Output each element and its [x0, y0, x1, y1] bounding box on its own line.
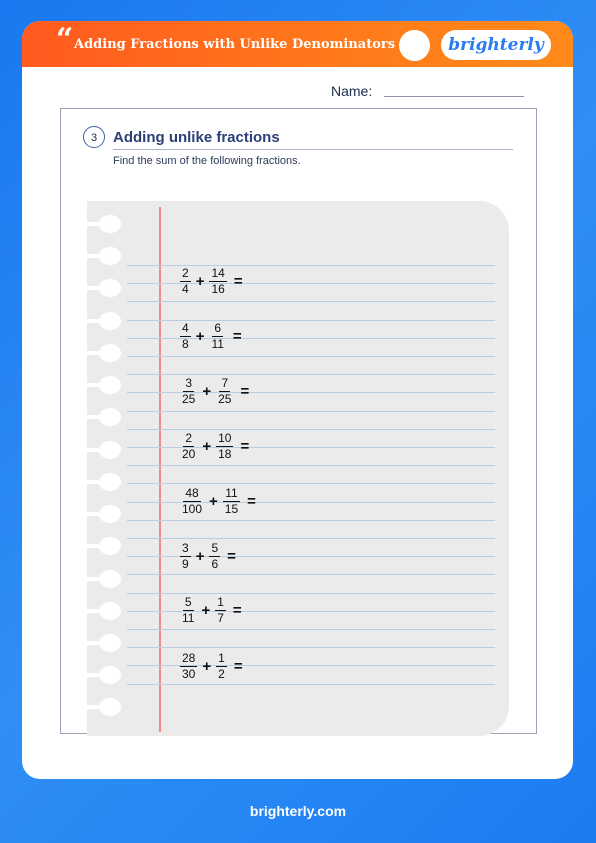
- denominator: 25: [218, 391, 232, 406]
- denominator: 20: [182, 446, 196, 461]
- notepad: [87, 201, 509, 736]
- footer-website[interactable]: brighterly.com: [249, 803, 347, 819]
- numerator: 7: [221, 375, 229, 390]
- numerator: 3: [182, 540, 189, 555]
- numerator: 48: [185, 485, 199, 500]
- denominator: 9: [182, 556, 189, 571]
- binder-hole: [99, 344, 121, 362]
- binder-hole: [99, 505, 121, 523]
- numerator: 5: [184, 594, 192, 609]
- exercise-panel: [60, 108, 537, 734]
- fraction-a: [180, 432, 197, 461]
- numerator: 2: [182, 265, 189, 280]
- numerator: 3: [185, 375, 193, 390]
- plus-sign: +: [195, 547, 205, 565]
- plus-sign: +: [201, 601, 211, 619]
- numerator: 6: [214, 320, 222, 335]
- binder-hole: [99, 376, 121, 394]
- ruled-line: [127, 301, 495, 302]
- fraction-a: [180, 596, 196, 625]
- numerator: 10: [218, 430, 232, 445]
- fraction-b: [216, 377, 233, 406]
- binder-hole: [99, 408, 121, 426]
- quote-icon: “: [56, 22, 74, 57]
- plus-sign: +: [209, 492, 218, 510]
- fraction-a: [180, 377, 197, 406]
- problem-row: [180, 593, 242, 627]
- name-input-line[interactable]: [384, 96, 524, 97]
- ruled-line: [127, 411, 495, 412]
- numerator: 11: [225, 485, 238, 500]
- numerator: 28: [182, 650, 196, 665]
- denominator: 100: [182, 501, 203, 516]
- denominator: 16: [211, 281, 225, 296]
- fraction-a: [180, 542, 191, 571]
- fraction-a: [180, 267, 191, 296]
- worksheet-title: Adding Fractions with Unlike Denominators: [74, 37, 396, 52]
- problem-row: [180, 539, 236, 573]
- denominator: 15: [224, 501, 239, 516]
- denominator: 4: [182, 281, 189, 296]
- numerator: 2: [185, 430, 193, 445]
- numerator: 4: [182, 320, 189, 335]
- plus-sign: +: [195, 272, 205, 290]
- denominator: 7: [217, 610, 224, 625]
- name-label: Name:: [331, 83, 373, 99]
- binder-hole: [99, 602, 121, 620]
- equals-sign: =: [233, 272, 243, 290]
- problem-row: [180, 429, 249, 463]
- instruction-text: Find the sum of the following fractions.: [113, 155, 301, 167]
- equals-sign: =: [247, 492, 256, 510]
- binder-hole: [99, 570, 121, 588]
- section-title: Adding unlike fractions: [113, 129, 280, 146]
- equals-sign: =: [232, 327, 242, 345]
- denominator: 11: [182, 610, 195, 625]
- header-bar: [22, 21, 573, 67]
- fraction-b: [209, 322, 225, 351]
- equals-sign: =: [240, 437, 250, 455]
- fraction-b: [209, 267, 226, 296]
- problem-row: [180, 264, 243, 298]
- denominator: 6: [211, 556, 219, 571]
- worksheet-card: [22, 21, 573, 779]
- fraction-b: [215, 596, 226, 625]
- denominator: 30: [182, 666, 196, 681]
- binder-hole: [99, 279, 121, 297]
- numerator: 1: [218, 650, 225, 665]
- denominator: 25: [182, 391, 196, 406]
- binder-hole: [99, 215, 121, 233]
- problem-row: [180, 484, 256, 518]
- numerator: 5: [211, 540, 219, 555]
- binder-hole: [99, 666, 121, 684]
- ruled-line: [127, 465, 495, 466]
- brighterly-logo[interactable]: [441, 30, 551, 60]
- binder-hole: [99, 312, 121, 330]
- equals-sign: =: [232, 601, 242, 619]
- numerator: 14: [211, 265, 225, 280]
- plus-sign: +: [202, 382, 212, 400]
- ruled-line: [127, 629, 495, 630]
- circle-button[interactable]: [399, 30, 430, 61]
- plus-sign: +: [202, 437, 212, 455]
- fraction-b: [223, 487, 240, 516]
- section-number-badge: 3: [83, 126, 105, 148]
- denominator: 18: [218, 446, 232, 461]
- fraction-a: [180, 322, 191, 351]
- binder-hole: [99, 473, 121, 491]
- equals-sign: =: [233, 657, 243, 675]
- logo-text: brighterly: [448, 35, 544, 55]
- binder-hole: [99, 634, 121, 652]
- binder-hole: [99, 441, 121, 459]
- numerator: 1: [217, 594, 224, 609]
- equals-sign: =: [227, 547, 236, 565]
- ruled-line: [127, 684, 495, 685]
- fraction-b: [216, 432, 233, 461]
- binder-hole: [99, 537, 121, 555]
- fraction-a: [180, 487, 204, 516]
- plus-sign: +: [195, 327, 205, 345]
- problem-row: [180, 319, 242, 353]
- binder-hole: [99, 247, 121, 265]
- problem-row: [180, 374, 249, 408]
- margin-line: [159, 207, 161, 732]
- denominator: 11: [211, 336, 224, 351]
- ruled-line: [127, 520, 495, 521]
- ruled-line: [127, 356, 495, 357]
- ruled-line: [127, 647, 495, 648]
- section-divider: [113, 149, 513, 150]
- fraction-a: [180, 652, 197, 681]
- binder-hole: [99, 698, 121, 716]
- equals-sign: =: [240, 382, 250, 400]
- fraction-b: [209, 542, 220, 571]
- problem-row: [180, 649, 243, 683]
- plus-sign: +: [202, 657, 212, 675]
- fraction-b: [216, 652, 227, 681]
- denominator: 8: [182, 336, 189, 351]
- denominator: 2: [218, 666, 225, 681]
- ruled-line: [127, 574, 495, 575]
